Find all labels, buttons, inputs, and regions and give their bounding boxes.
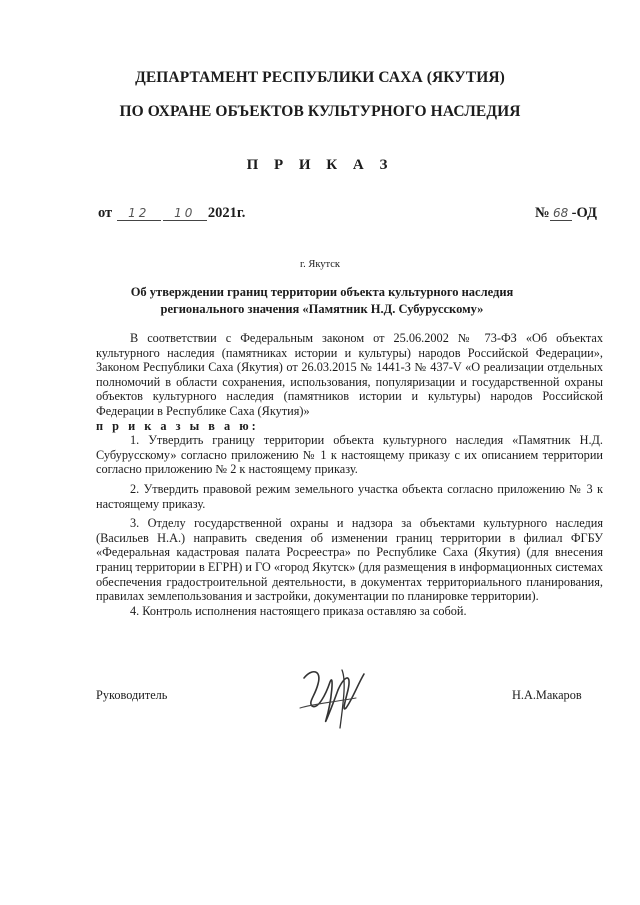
place-of-issue: г. Якутск [299,259,341,270]
order-item-2: 2. Утвердить правовой режим земельного участка объекта согласно приложению № 3 к настоящему приказу. [96,481,603,511]
preamble-paragraph: В соответствии с Федеральным законом от 25.06.2002 № 73-ФЗ «Об объектах культурного наследия (памятниках истории и культуры) народов Российской Федерации», Законом Республики Саха (Якутия) от 26.03.2015 № 1441-З № 437-V «О реализации отдельных полномочий в области сохранения, использования, популяризации и государственной охраны объектов культурного наследия (памятников истории и культуры) народов Российской Федерации в Республике Саха (Якутия)» [96,331,603,418]
department-title-line1: ДЕПАРТАМЕНТ РЕСПУБЛИКИ САХА (ЯКУТИЯ) [135,69,505,86]
number-suffix: -ОД [571,205,597,221]
signatory-role: Руководитель [96,688,168,702]
order-subject: Об утверждении границ территории объекта культурного наследия регионального значения «Памятник Н.Д. Субурусскому» [130,285,514,316]
signatory-name: Н.А.Макаров [512,688,582,702]
order-item-4: 4. Контроль исполнения настоящего приказа оставляю за собой. [130,603,467,618]
order-item-3: 3. Отделу государственной охраны и надзора за объектами культурного наследия (Васильев Н.А.) направить сведения об изменении границ территории в филиал ФГБУ «Федеральная кадастровая палата Росреестра» по Республике Саха (Якутия) (для внесения границ территории в ЕГРН) и ГО «город Якутск» (для размещения в информационных системах обеспечения градостроительной деятельности, в документах территориального планирования, правилах землепользования и застройки, документации по планировке территории). [96,516,603,604]
order-word: п р и к а з ы в а ю: [96,418,259,433]
order-number [535,205,597,222]
order-date [98,205,245,222]
handwritten-month: 10 [163,206,207,221]
order-title: П Р И К А З [246,157,394,173]
order-body [96,331,603,618]
number-prefix: № [535,205,550,221]
order-item-1: 1. Утвердить границу территории объекта культурного наследия «Памятник Н.Д. Субурусскому» согласно приложению № 1 к настоящему приказу с их описанием территории согласно приложению № 2 к настоящему приказу. [96,433,603,477]
date-year: 2021г. [207,205,246,221]
handwritten-day: 12 [117,206,161,221]
handwritten-number: 68 [550,206,572,221]
department-title-line2: ПО ОХРАНЕ ОБЪЕКТОВ КУЛЬТУРНОГО НАСЛЕДИЯ [119,103,521,120]
handwritten-signature [282,650,392,730]
date-prefix: от [98,205,113,221]
